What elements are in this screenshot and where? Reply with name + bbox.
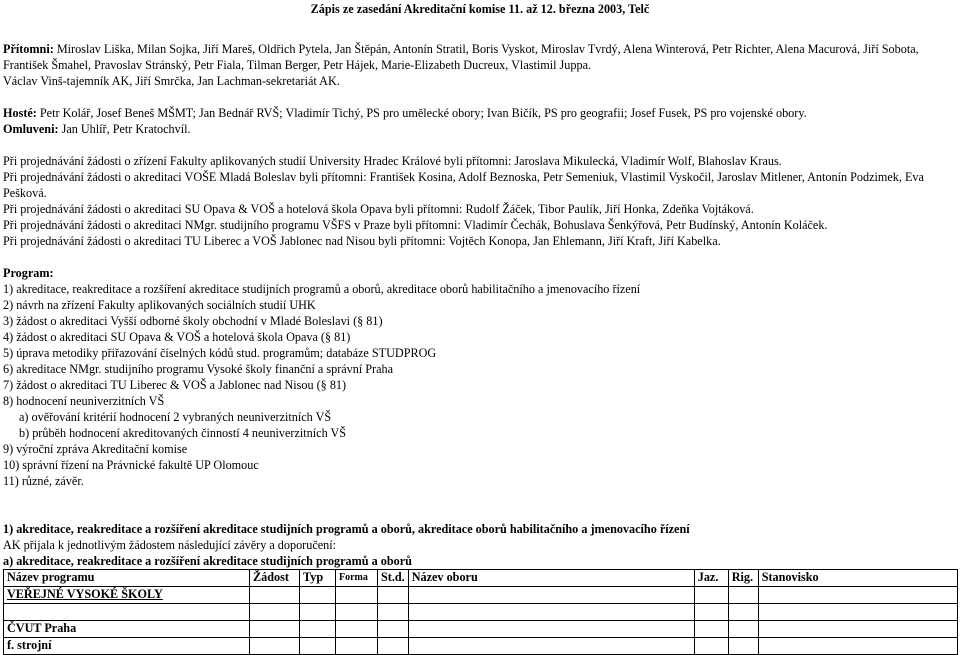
spacer [3, 137, 957, 153]
table-cell [758, 638, 957, 655]
table-cell [336, 621, 378, 638]
spacer [3, 249, 957, 265]
table-row [4, 638, 958, 655]
guests-paragraph [3, 105, 957, 121]
table-header-cell: Forma [336, 570, 378, 587]
spacer [3, 489, 957, 521]
table-header-cell: Žádost [250, 570, 300, 587]
table-header-cell: Typ [300, 570, 336, 587]
document-title: Zápis ze zasedání Akreditační komise 11. až 12. března 2003, Telč [310, 2, 650, 16]
table-cell [758, 621, 957, 638]
table-cell: f. strojní [4, 638, 250, 655]
table-cell [694, 638, 728, 655]
table-cell [300, 638, 336, 655]
table-cell [408, 587, 694, 604]
table-cell [728, 587, 758, 604]
table-header-row [4, 570, 958, 587]
table-cell [250, 604, 300, 621]
table-cell [4, 604, 250, 621]
table-cell [758, 604, 957, 621]
table-cell [250, 621, 300, 638]
table-cell [694, 621, 728, 638]
program-item: 10) správní řízení na Právnické fakultě UP Olomouc [3, 458, 259, 472]
table-cell [336, 604, 378, 621]
program-item: 5) úprava metodiky přiřazování číselných kódů stud. programům; databáze STUDPROG [3, 346, 437, 360]
table-header-cell: Stanovisko [758, 570, 957, 587]
program-item: 11) různé, závěr. [3, 474, 84, 488]
table-cell [758, 587, 957, 604]
table-cell: VEŘEJNÉ VYSOKÉ ŠKOLY [4, 587, 250, 604]
table-cell [694, 604, 728, 621]
program-item: 7) žádost o akreditaci TU Liberec & VOŠ a Jablonec nad Nisou (§ 81) [3, 378, 347, 392]
hearing-paragraph: Při projednávání žádosti o akreditaci TU Liberec a VOŠ Jablonec nad Nisou byli přítomni: Vojtěch Konopa, Jan Ehlemann, Jiří Kraft, Jiří Kabelka. [3, 234, 721, 248]
table-header-cell: Název programu [4, 570, 250, 587]
excused-text: Jan Uhlíř, Petr Kratochvíl. [61, 122, 191, 136]
present-label: Přítomni: [3, 42, 54, 56]
program-heading: Program: [3, 266, 54, 280]
table-cell [250, 638, 300, 655]
program-item: a) ověřování kritérií hodnocení 2 vybraných neuniverzitních VŠ [19, 410, 332, 424]
table-cell [300, 604, 336, 621]
table-cell [408, 604, 694, 621]
program-item: 8) hodnocení neuniverzitních VŠ [3, 394, 165, 408]
program-item: 4) žádost o akreditaci SU Opava & VOŠ a hotelová škola Opava (§ 81) [3, 330, 351, 344]
hearing-paragraph: Při projednávání žádosti o akreditaci VOŠE Mladá Boleslav byli přítomni: František Kosina, Adolf Beznoska, Petr Semeniuk, Vlastimil Vyskočil, Jaroslav Mitlener, Antonín Podzimek, Eva Pešková. [3, 170, 924, 200]
table-cell [408, 621, 694, 638]
table-row [4, 621, 958, 638]
hearing-paragraph: Při projednávání žádosti o zřízení Fakulty aplikovaných studií University Hradec Králové byli přítomni: Jaroslava Mikulecká, Vladimír Wolf, Blahoslav Kraus. [3, 154, 782, 168]
program-item: 3) žádost o akreditaci Vyšší odborné školy obchodní v Mladé Boleslavi (§ 81) [3, 314, 383, 328]
guests-label: Hosté: [3, 106, 37, 120]
section-subheading: a) akreditace, reakreditace a rozšíření akreditace studijních programů a oborů [3, 554, 412, 568]
excused-paragraph [3, 121, 957, 137]
table-cell [336, 638, 378, 655]
hearing-paragraph: Při projednávání žádosti o akreditaci NMgr. studijního programu VŠFS v Praze byli přítomni: Vladimír Čechák, Bohuslava Šenkýřová, Petr Budínský, Antonín Koláček. [3, 218, 828, 232]
table-header-cell: Název oboru [408, 570, 694, 587]
present-paragraph [3, 41, 957, 73]
hearings-list [3, 153, 957, 249]
table-header-cell: Jaz. [694, 570, 728, 587]
present-text: Miroslav Liška, Milan Sojka, Jiří Mareš, Oldřich Pytela, Jan Štěpán, Antonín Stratil, Boris Vyskot, Miroslav Tvrdý, Alena Winterová, Petr Richter, Alena Macurová, Jiří Sobota, František Šmahel, Pravoslav Stránský, Petr Fiala, Tilman Berger, Petr Hájek, Marie-Elizabeth Ducreux, Vlastimil Juppa. [3, 42, 919, 72]
table-cell [336, 587, 378, 604]
table-body [4, 587, 958, 655]
hearing-paragraph: Při projednávání žádosti o akreditaci SU Opava & VOŠ a hotelová škola Opava byli přítomni: Rudolf Žáček, Tibor Paulík, Jiří Honka, Zdeňka Vojtáková. [3, 202, 754, 216]
table-cell [378, 604, 409, 621]
table-cell [408, 638, 694, 655]
table-cell [250, 587, 300, 604]
guests-text: Petr Kolář, Josef Beneš MŠMT; Jan Bednář RVŠ; Vladimír Tichý, PS pro umělecké obory; Ivan Bičík, PS pro geografii; Josef Fusek, PS pro vojenské obory. [39, 106, 807, 120]
table-row [4, 587, 958, 604]
program-list [3, 281, 957, 489]
spacer [3, 89, 957, 105]
table-cell [378, 638, 409, 655]
table-header-cell: St.d. [378, 570, 409, 587]
program-item: 9) výroční zpráva Akreditační komise [3, 442, 188, 456]
table-cell [300, 621, 336, 638]
table-cell [728, 621, 758, 638]
table-cell [694, 587, 728, 604]
program-item: 6) akreditace NMgr. studijního programu Vysoké školy finanční a správní Praha [3, 362, 394, 376]
table-cell: ČVUT Praha [4, 621, 250, 638]
excused-label: Omluveni: [3, 122, 59, 136]
program-item: 1) akreditace, reakreditace a rozšíření akreditace studijních programů a oborů, akreditace oborů habilitačního a jmenovacího řízení [3, 282, 641, 296]
section-intro: AK přijala k jednotlivým žádostem následující závěry a doporučení: [3, 538, 337, 552]
table-cell [378, 621, 409, 638]
program-item: b) průběh hodnocení akreditovaných činností 4 neuniverzitních VŠ [19, 426, 347, 440]
table-cell [728, 638, 758, 655]
table-cell [300, 587, 336, 604]
program-item: 2) návrh na zřízení Fakulty aplikovaných sociálních studií UHK [3, 298, 316, 312]
table-row [4, 604, 958, 621]
table-cell [378, 587, 409, 604]
section-heading: 1) akreditace, reakreditace a rozšíření akreditace studijních programů a oborů, akreditace oborů habilitačního a jmenovacího řízení [3, 522, 690, 536]
staff-paragraph: Václav Vinš-tajemník AK, Jiří Smrčka, Jan Lachman-sekretariát AK. [3, 74, 340, 88]
accreditation-table [3, 569, 958, 655]
table-header-cell: Rig. [728, 570, 758, 587]
table-cell [728, 604, 758, 621]
